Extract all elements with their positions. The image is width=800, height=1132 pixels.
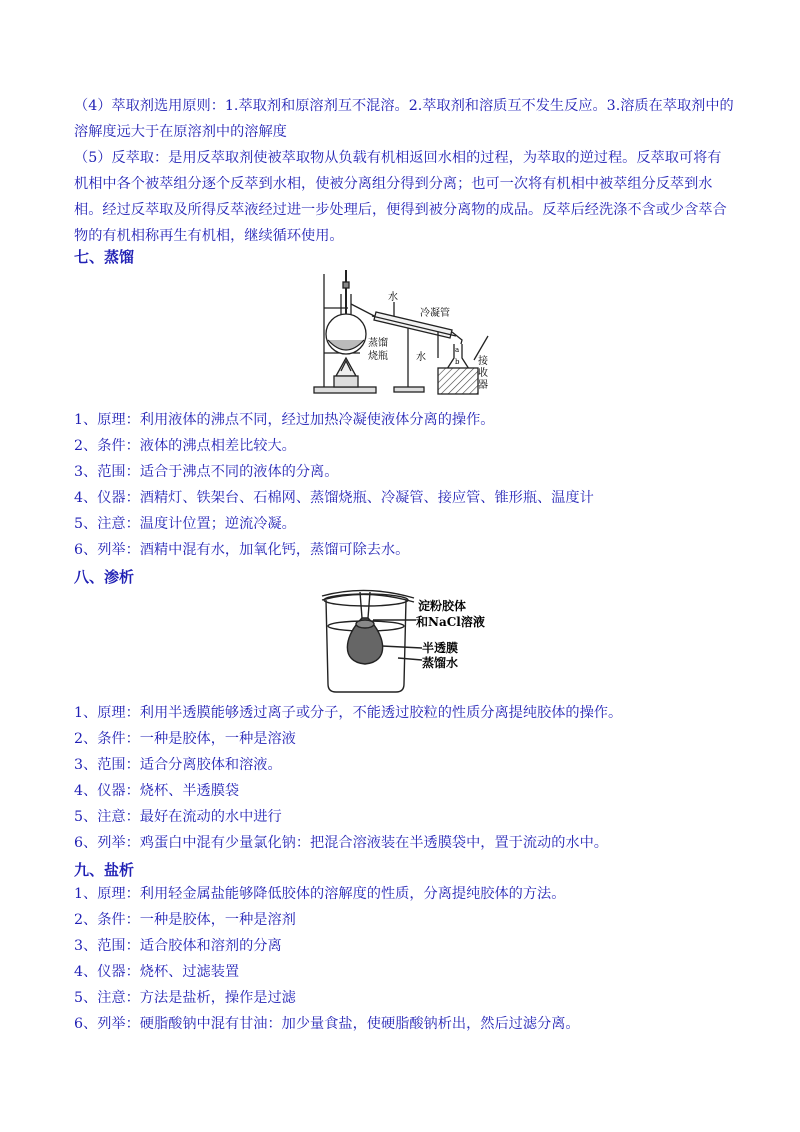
distilled-water-label: 蒸馏水 — [422, 656, 459, 670]
dialysis-item: 5、注意：最好在流动的水中进行 — [74, 809, 282, 825]
water-inlet-label: 水 — [416, 352, 426, 363]
dialysis-item: 4、仪器：烧杯、半透膜袋 — [74, 783, 240, 799]
mark-a-label: a — [455, 346, 460, 354]
distillation-item: 4、仪器：酒精灯、铁架台、石棉网、蒸馏烧瓶、冷凝管、接应管、锥形瓶、温度计 — [74, 490, 594, 506]
salting-item: 5、注意：方法是盐析，操作是过滤 — [74, 990, 296, 1006]
distillation-item: 1、原理：利用液体的沸点不同，经过加热冷凝使液体分离的操作。 — [74, 412, 495, 428]
flask-label-line2: 烧瓶 — [368, 351, 388, 362]
dialysis-heading: 八、渗析 — [74, 568, 135, 586]
nacl-solution-label: 和NaCl溶液 — [416, 615, 485, 629]
distillation-heading: 七、蒸馏 — [74, 248, 135, 266]
distillation-apparatus-diagram — [312, 268, 498, 398]
colloid-label: 淀粉胶体 — [418, 599, 467, 613]
back-extraction-paragraph: （5）反萃取：是用反萃取剂使被萃取物从负载有机相返回水相的过程，为萃取的逆过程。反萃取可将有机相中各个被萃组分逐个反萃到水相，使被分离组分得到分离；也可一次将有机相中被萃组分反萃到水相。经过反萃取及所得反萃液经过进一步处理后，便得到被分离物的成品。反萃后经洗涤不含或少含萃合物的有机相称再生有机相，继续循环使用。 — [74, 150, 727, 244]
flask-label-line1: 蒸馏 — [368, 338, 388, 349]
salting-item: 4、仪器：烧杯、过滤装置 — [74, 964, 240, 980]
distillation-item: 5、注意：温度计位置；逆流冷凝。 — [74, 516, 296, 532]
dialysis-item: 6、列举：鸡蛋白中混有少量氯化钠：把混合溶液装在半透膜袋中，置于流动的水中。 — [74, 835, 608, 851]
distillation-item: 6、列举：酒精中混有水，加氧化钙，蒸馏可除去水。 — [74, 542, 410, 558]
salting-item: 1、原理：利用轻金属盐能够降低胶体的溶解度的性质，分离提纯胶体的方法。 — [74, 886, 566, 902]
dialysis-figure — [318, 588, 490, 698]
dialysis-diagram — [318, 588, 490, 698]
salting-item: 3、范围：适合胶体和溶剂的分离 — [74, 938, 282, 954]
dialysis-item: 2、条件：一种是胶体，一种是溶液 — [74, 731, 296, 747]
membrane-label: 半透膜 — [422, 641, 459, 655]
receiver-label-1: 接 — [478, 356, 488, 367]
dialysis-item: 3、范围：适合分离胶体和溶液。 — [74, 757, 282, 773]
water-outlet-label: 水 — [388, 292, 398, 303]
extractant-principle-paragraph: （4）萃取剂选用原则：1.萃取剂和原溶剂互不混溶。2.萃取剂和溶质互不发生反应。3.溶质在萃取剂中的溶解度远大于在原溶剂中的溶解度 — [74, 98, 734, 140]
distillation-item: 3、范围：适合于沸点不同的液体的分离。 — [74, 464, 339, 480]
distillation-apparatus-figure — [312, 268, 498, 398]
salting-item: 2、条件：一种是胶体，一种是溶剂 — [74, 912, 296, 928]
dialysis-item: 1、原理：利用半透膜能够透过离子或分子，不能透过胶粒的性质分离提纯胶体的操作。 — [74, 705, 623, 721]
mark-b-label: b — [455, 358, 460, 366]
salting-out-heading: 九、盐析 — [74, 861, 135, 879]
receiver-label-3: 器 — [478, 380, 488, 391]
condenser-label: 冷凝管 — [420, 308, 450, 319]
distillation-item: 2、条件：液体的沸点相差比较大。 — [74, 438, 296, 454]
receiver-label-2: 收 — [478, 368, 488, 379]
salting-item: 6、列举：硬脂酸钠中混有甘油：加少量食盐，使硬脂酸钠析出，然后过滤分离。 — [74, 1016, 580, 1032]
